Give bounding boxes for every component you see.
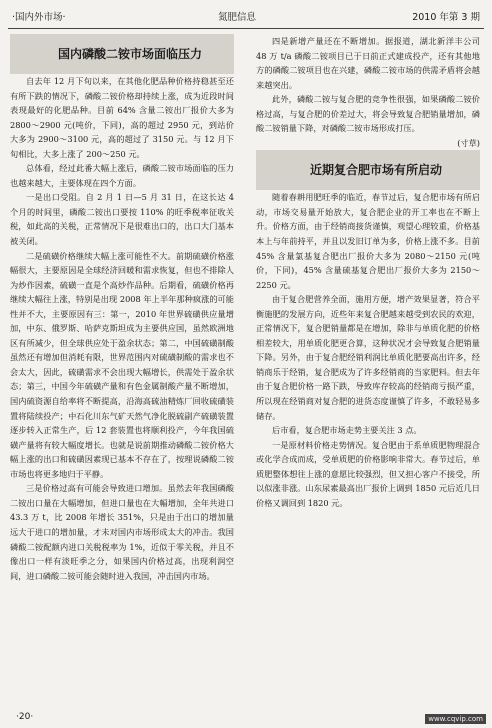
article2-paragraph: 后市看，复合肥市场走势主要关注 3 点。 xyxy=(272,425,422,436)
article1-paragraph: 总体看，经过此番大幅上涨后，磷酸二铵市场面临的压力也越来越大，主要体现在四个方面。 xyxy=(10,163,234,188)
page-number: ·20· xyxy=(16,712,34,722)
article1-paragraph: 四是新增产量还在不断增加。据报道，湖北新洋丰公司 48 万 t/a 磷酸二铵项目已于日前正式建成投产，还有其他地方的磷酸二铵项目也在兴建，磷酸二铵市场的供需矛盾将会越来越突出。 xyxy=(256,36,480,90)
watermark: www.cqvip.com xyxy=(425,714,486,724)
article1-paragraph: 此外，磷酸二铵与复合肥的竞争性很强，如果磷酸二铵价格过高，与复合肥的价差过大，将会导致复合肥销量增加，磷酸二铵销量下降，对磷酸二铵市场形成打压。 xyxy=(256,94,480,134)
page-header xyxy=(8,8,484,29)
article1-title: 国内磷酸二铵市场面临压力 xyxy=(10,34,234,74)
section-label: ·国内外市场· xyxy=(12,12,66,23)
article2-paragraph: 一是原材料价格走势情况。复合肥由于系单质肥物理混合或化学合成而成，受单质肥的价格影响非常大。春节过后，单质肥整体想往上涨的意愿比较强烈，但又担心客户不接受，所以似涨非涨。山东尿素最高出厂报价上调到 1850 元后近几日价格又调回到 1820 元。 xyxy=(256,439,480,508)
article1-paragraph: 一是出口受阻。自 2 月 1 日—5 月 31 日，在这长达 4 个月的时间里，磷酸二铵出口要按 110% 的旺季税率征收关税，如此高的关税，正常情况下是很难出口的，出口大门基本被关闭。 xyxy=(10,192,234,247)
article1-paragraph: 三是价格过高有可能会导致进口增加。虽然去年我国磷酸二铵出口量在大幅增加，但进口量也在大幅增加，全年共进口 43.3 万 t，比 2008 年增长 351%，只是由于出口的增加量远大于进口的增加量，才未对国内市场形成太大的冲击。我国磷酸二铵配额内进口关税税率为 1%，近似于零关税，并且不像出口一样有淡旺季之分，如果国内价格过高，出现利润空间，进口磷酸二铵可能会随时进入我国，冲击国内市场。 xyxy=(10,483,234,581)
article2-title: 近期复合肥市场有所启动 xyxy=(256,150,480,190)
article1-paragraph: 二是硫磺价格继续大幅上涨可能性不大。前期硫磺价格涨幅很大，主要原因是全球经济回暖和需求恢复，但也不排除人为炒作因素，硫磺一直是个高炒作品种。后期看，硫磺价格再继续大幅往上涨，特别是出现 2008 年上半年那种疯涨的可能性并不大，主要原因有三：第一，2010 年世界硫磺供应量增加，中东、俄罗斯、哈萨克斯坦成为主要供应国，虽然欧洲地区有所减少，但全球供应处于盈余状态；第二，中国硫磺制酸虽然还有增加但消耗有限，世界范围内对硫磺制酸的需求也不会太大，因此，硫磺需求不会出现大幅增长，供需处于盈余状态；第三，中国今年硫磺产量和有色金属制酸产量不断增加，国内硫资源自给率将不断提高，沿海高硫油精炼厂回收硫磺装置将陆续投产；中石化川东气矿天然气净化脱硫副产硫磺装置逐步转入正常生产，后 12 套装置也将顺利投产，今年我国硫磺产量将有较大幅度增长。也就是说前期推动磷酸二铵价格大幅上涨的出口和硫磺因素现已基本不存在了，按理说磷酸二铵市场也将更多地归于平静。 xyxy=(10,250,234,479)
article1-paragraph: 自去年 12 月下旬以来，在其他化肥品种价格持稳甚至还有所下跌的情况下，磷酸二铵价格却持续上涨，成为近段时间表现最好的化肥品种。目前 64% 含量二铵出厂报价大多为 2800～2900 元(吨价，下同)，高的超过 2950 元，到站价大多为 2900～3100 元，高的超过了 3150 元。与 12 月下旬相比，大多上涨了 200～250 元。 xyxy=(10,76,234,159)
right-column xyxy=(256,34,480,510)
issue-label: 2010 年第 3 期 xyxy=(412,12,480,23)
article1-signature: (寸草) xyxy=(457,137,480,148)
journal-name: 氮肥信息 xyxy=(218,12,257,23)
left-column xyxy=(10,34,234,583)
article2-paragraph: 由于复合肥营养全面，施用方便，增产效果显著，符合平衡施肥的发展方向，近些年来复合肥越来越受到农民的欢迎，正常情况下，复合肥销量都是在增加，除非与单质化肥的价格相差较大，用单质化肥更合算，这种状况才会导致复合肥销量下降。另外，由于复合肥经销利润比单质化肥要高出许多，经销商乐于经销，复合肥成为了许多经销商的当家肥料。但去年由于复合肥价格一路下跌，导致库存较高的经销商亏损严重，所以现在经销商对复合肥的进货态度谨慎了许多，不敢轻易多储存。 xyxy=(256,294,480,421)
article2-paragraph: 随着春耕用肥旺季的临近，春节过后，复合肥市场有所启动，市场交易量开始放大，复合肥企业的开工率也在不断上升。价格方面，由于经销商接货谨慎，观望心理较重，价格基本上与年前持平，并且以发旧订单为多，价格上涨不多。目前 45% 含量氯基复合肥出厂报价大多为 2080～2150 元(吨价，下同)，45% 含量硫基复合肥出厂报价大多为 2150～2250 元。 xyxy=(256,192,480,290)
